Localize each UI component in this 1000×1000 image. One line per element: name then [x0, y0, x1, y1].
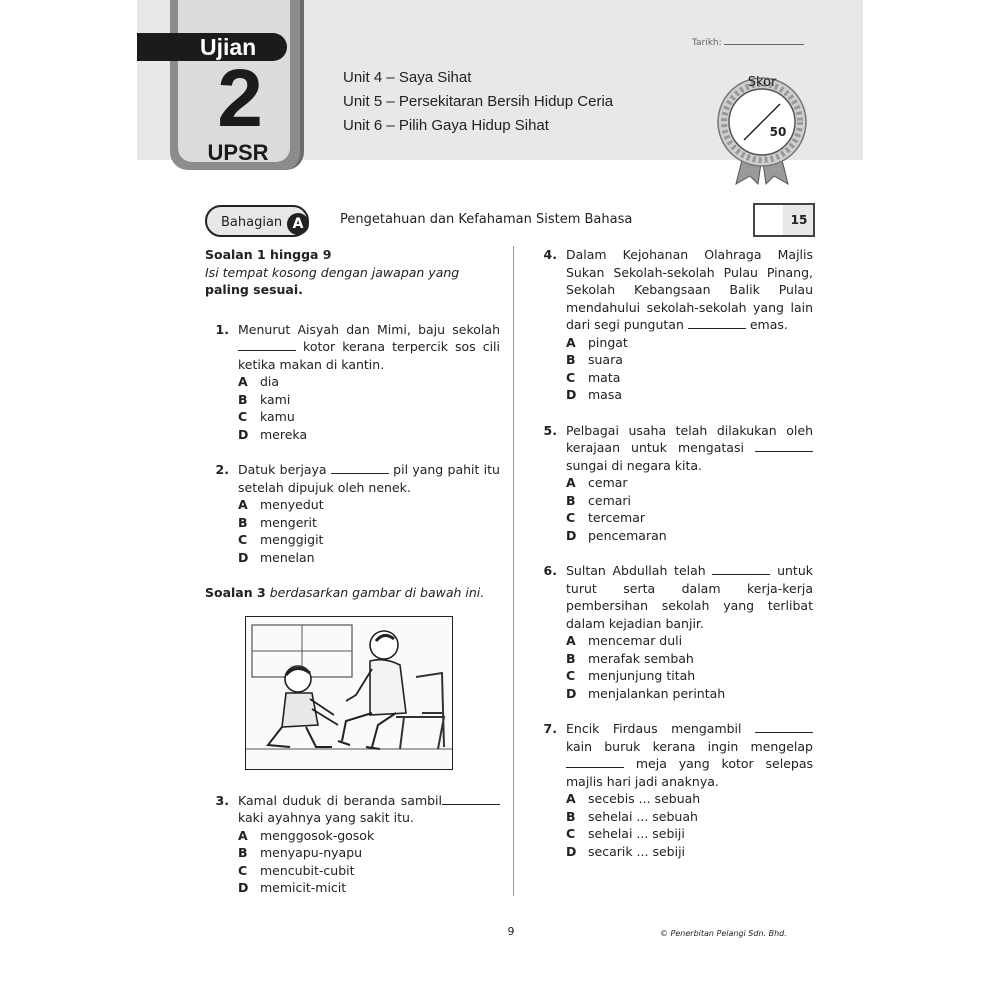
date-field[interactable]	[692, 38, 817, 52]
option[interactable]	[566, 808, 813, 826]
option[interactable]	[566, 685, 813, 703]
option-text: mereka	[260, 426, 308, 442]
illustration-figure	[245, 616, 453, 770]
question-3	[205, 792, 500, 897]
question-text	[566, 562, 813, 632]
answer-blank[interactable]	[755, 439, 813, 452]
option-text: cemar	[588, 475, 628, 490]
option-text: masa	[588, 387, 623, 402]
option-text: menggosok-gosok	[260, 827, 375, 843]
option-text: suara	[588, 352, 623, 367]
figure-instruction-prefix: Soalan 3	[205, 585, 266, 600]
question-stem: Pelbagai usaha telah dilakukan oleh kerajaan untuk mengatasi	[566, 422, 813, 455]
option[interactable]	[566, 492, 813, 510]
question-number: 5.	[543, 422, 557, 438]
option-letter: D	[566, 685, 577, 701]
option-letter: D	[238, 426, 249, 442]
option-text: mencubit-cubit	[260, 862, 355, 878]
column-divider	[513, 246, 514, 896]
date-line[interactable]	[724, 44, 804, 45]
option-letter: B	[238, 845, 248, 860]
option[interactable]	[238, 391, 500, 409]
option[interactable]	[566, 527, 813, 545]
option-letter: B	[238, 514, 248, 530]
section-score-box[interactable]	[753, 203, 815, 237]
option-letter: C	[238, 532, 248, 547]
option-letter: D	[238, 880, 249, 895]
instruction-body	[205, 264, 500, 299]
bahagian-label: Bahagian	[221, 215, 283, 230]
option-letter: D	[566, 527, 577, 543]
answer-blank[interactable]	[712, 562, 770, 575]
option-text: mata	[588, 369, 621, 385]
answer-blank[interactable]	[688, 316, 746, 329]
instruction-text: Isi tempat kosong dengan jawapan yang	[205, 264, 460, 280]
option-text: dia	[260, 374, 280, 389]
unit-line: Unit 6 – Pilih Gaya Hidup Sihat	[343, 117, 549, 134]
question-stem: Datuk berjaya	[238, 462, 327, 477]
option-text: kamu	[260, 409, 295, 424]
option-letter: A	[566, 633, 576, 648]
option[interactable]	[566, 386, 813, 404]
option[interactable]	[566, 843, 813, 861]
option[interactable]	[238, 827, 500, 845]
option-text: merafak sembah	[588, 650, 694, 666]
option[interactable]	[238, 408, 500, 426]
question-stem-end: kaki ayahnya yang sakit itu.	[238, 810, 414, 825]
question-stem: Sultan Abdullah telah	[566, 563, 706, 578]
option-text: cemari	[588, 492, 632, 508]
option-letter: A	[238, 497, 248, 512]
section-score-input[interactable]	[755, 205, 783, 235]
option[interactable]	[566, 509, 813, 527]
question-stem-middle: kain buruk kerana ingin mengelap	[566, 738, 813, 754]
question-4	[533, 246, 813, 404]
option[interactable]	[238, 844, 500, 862]
question-text	[566, 246, 813, 334]
right-column	[533, 246, 813, 860]
question-stem-end: meja yang kotor selepas majlis hari jadi anaknya.	[566, 756, 813, 789]
option[interactable]	[238, 879, 500, 897]
question-number: 2.	[215, 462, 229, 477]
question-text	[566, 422, 813, 475]
question-stem: Menurut Aisyah dan Mimi, baju sekolah	[238, 321, 500, 337]
option-letter: B	[566, 650, 576, 666]
question-5	[533, 422, 813, 545]
option-text: menelan	[260, 549, 315, 565]
option-letter: D	[238, 549, 249, 565]
question-7	[533, 720, 813, 860]
unit-line: Unit 5 – Persekitaran Bersih Hidup Ceria	[343, 93, 614, 110]
question-stem-end: emas.	[749, 317, 788, 332]
option-text: menggigit	[260, 532, 324, 547]
option-letter: A	[566, 791, 576, 806]
option-text: menyedut	[260, 497, 324, 512]
unit-line: Unit 4 – Saya Sihat	[343, 69, 472, 86]
score-badge	[706, 74, 818, 186]
answer-blank[interactable]	[331, 461, 389, 474]
date-label: Tarikh:	[692, 38, 722, 48]
option[interactable]	[566, 667, 813, 685]
option[interactable]	[566, 334, 813, 352]
option-letter: C	[238, 862, 248, 878]
question-number: 6.	[543, 563, 557, 578]
answer-blank[interactable]	[442, 792, 500, 805]
option-text: mencemar duli	[588, 633, 683, 648]
option[interactable]	[566, 790, 813, 808]
option[interactable]	[238, 862, 500, 880]
question-stem: Encik Firdaus mengambil	[566, 721, 742, 736]
question-6	[533, 562, 813, 702]
option-text: sehelai ... sebuah	[588, 808, 698, 824]
option[interactable]	[238, 531, 500, 549]
option-letter: D	[566, 387, 577, 402]
figure-instruction	[205, 584, 500, 602]
option-text: secebis ... sebuah	[588, 791, 701, 806]
option-letter: B	[566, 352, 576, 367]
ujian-number: 2	[217, 53, 263, 144]
answer-blank[interactable]	[238, 338, 296, 351]
option-letter: D	[566, 843, 577, 859]
publisher-credit: © Penerbitan Pelangi Sdn. Bhd.	[660, 929, 787, 938]
option[interactable]	[238, 549, 500, 567]
question-stem: Dalam Kejohanan Olahraga Majlis Sukan Sekolah-sekolah Pulau Pinang, Sekolah Kebangsaan Balik Pulau mendahului sekolah-sekolah yang lain dari segi pungutan	[566, 247, 813, 332]
option-text: sehelai ... sebiji	[588, 826, 685, 841]
option-letter: C	[566, 826, 576, 841]
boy-massaging-father-illustration	[246, 617, 452, 769]
question-stem-end: sungai di negara kita.	[566, 457, 703, 473]
option-letter: A	[238, 374, 248, 389]
question-text	[238, 792, 500, 827]
option[interactable]	[238, 373, 500, 391]
section-header	[205, 203, 815, 237]
option-letter: C	[238, 409, 248, 424]
option-letter: A	[238, 827, 248, 843]
option[interactable]	[566, 474, 813, 492]
option-text: pingat	[588, 334, 628, 350]
option-letter: A	[566, 334, 576, 350]
option-text: menjalankan perintah	[588, 685, 726, 701]
score-label: Skor	[747, 75, 777, 90]
option-letter: C	[566, 510, 576, 525]
option-letter: C	[566, 668, 576, 683]
question-stem-end: pil yang pahit itu setelah dipujuk oleh nenek.	[238, 462, 500, 495]
option-text: menyapu-nyapu	[260, 845, 363, 860]
option-text: mengerit	[260, 514, 317, 530]
question-number: 1.	[215, 321, 229, 337]
option[interactable]	[238, 514, 500, 532]
option[interactable]	[566, 650, 813, 668]
ujian-label: Ujian	[200, 34, 257, 60]
figure-instruction-body: berdasarkan gambar di bawah ini.	[269, 585, 485, 600]
option-letter: A	[566, 475, 576, 490]
option-text: tercemar	[588, 510, 645, 525]
question-stem-end: untuk turut serta dalam kerja-kerja pembersihan sekolah yang terlibat dalam kejadian banjir.	[566, 563, 813, 631]
option[interactable]	[566, 632, 813, 650]
option-letter: B	[566, 808, 576, 824]
question-text	[238, 461, 500, 496]
option[interactable]	[238, 426, 500, 444]
option-text: memicit-micit	[260, 880, 347, 895]
left-column	[205, 246, 500, 897]
option[interactable]	[238, 496, 500, 514]
section-score-total: 15	[790, 213, 808, 227]
question-number: 4.	[543, 247, 557, 262]
question-text	[238, 321, 500, 374]
option[interactable]	[566, 825, 813, 843]
option[interactable]	[566, 351, 813, 369]
option[interactable]	[566, 369, 813, 387]
score-total: 50	[769, 125, 787, 139]
bahagian-letter: A	[287, 213, 309, 235]
unit-list	[343, 66, 703, 138]
answer-blank[interactable]	[755, 720, 813, 733]
option-text: kami	[260, 391, 291, 407]
question-stem: Kamal duduk di beranda sambil	[238, 792, 442, 808]
option-letter: B	[566, 492, 576, 508]
page-number: 9	[507, 925, 515, 938]
option-text: secarik ... sebiji	[588, 843, 686, 859]
option-letter: B	[238, 391, 248, 407]
question-1	[205, 321, 500, 444]
question-stem-end: kotor kerana terpercik sos cili ketika makan di kantin.	[238, 339, 500, 372]
exam-type: UPSR	[207, 140, 269, 165]
option-letter: C	[566, 369, 576, 385]
option-text: pencemaran	[588, 527, 667, 543]
answer-blank[interactable]	[566, 755, 624, 768]
instruction-emphasis: paling sesuai.	[205, 282, 303, 297]
section-title: Pengetahuan dan Kefahaman Sistem Bahasa	[340, 212, 633, 227]
bahagian-pill	[205, 205, 309, 237]
question-2	[205, 461, 500, 566]
question-number: 3.	[215, 792, 229, 808]
instruction-title: Soalan 1 hingga 9	[205, 247, 332, 262]
question-number: 7.	[543, 721, 557, 736]
question-text	[566, 720, 813, 790]
option-text: menjunjung titah	[588, 668, 696, 683]
